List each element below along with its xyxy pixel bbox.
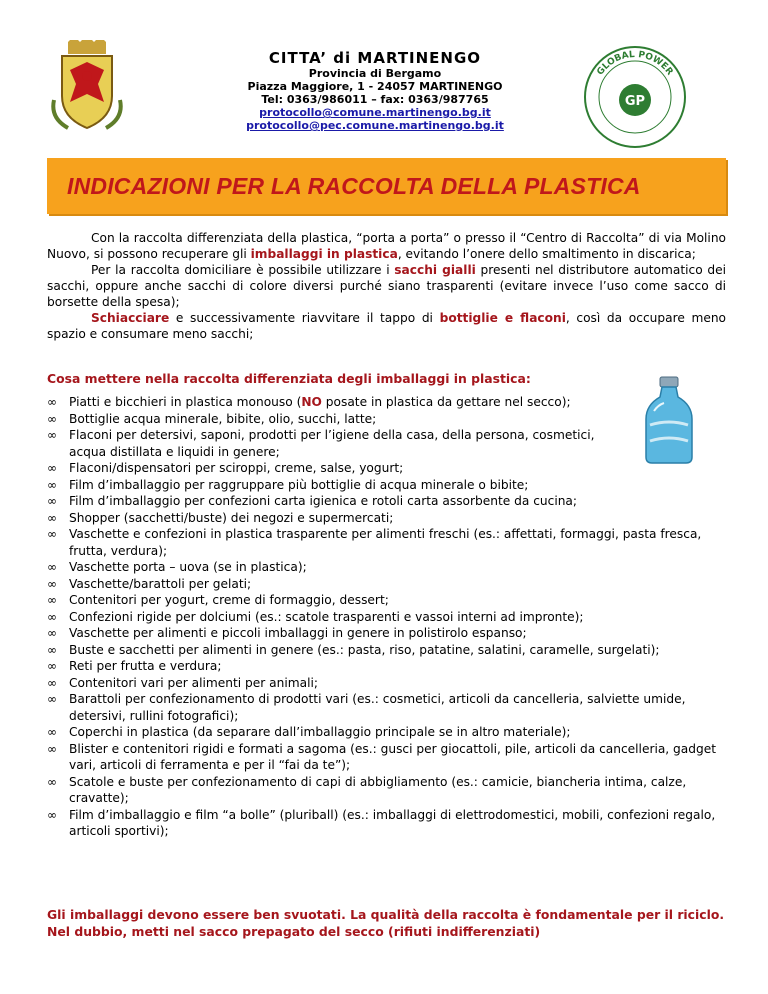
list-item: ∞ Film d’imballaggio per confezioni carta igienica e rotoli carta assorbente da cucina; — [47, 494, 578, 508]
list-item: ∞ Buste e sacchetti per alimenti in genere (es.: pasta, riso, patatine, salatini, caramelle, surgelati); — [47, 642, 660, 657]
list-item: ∞ Vaschette per alimenti e piccoli imballaggi in genere in polistirolo espanso; — [47, 626, 527, 640]
bullet-symbol: ∞ — [47, 477, 57, 492]
bullet-symbol: ∞ — [47, 576, 57, 591]
section-title: Cosa mettere nella raccolta differenziata degli imballaggi in plastica: — [47, 371, 531, 386]
list-item: ∞ Contenitori vari per alimenti per animali; — [47, 675, 318, 690]
list-item: ∞ Film d’imballaggio per raggruppare più bottiglie di acqua minerale o bibite; — [47, 477, 529, 492]
letterhead — [0, 30, 768, 140]
bullet-symbol: ∞ — [47, 675, 57, 690]
intro-text — [47, 230, 726, 342]
list-item: ∞ Film d’imballaggio e film “a bolle” (pluriball) (es.: imballaggi di elettrodomestici, mobili, confezioni regalo, articoli sportivi); — [47, 807, 716, 838]
intro-paragraph-2: Per la raccolta domiciliare è possibile utilizzare i sacchi gialli presenti nel distributore automatico dei sacchi, oppure anche sacchi di colore diversi purché siano trasparenti (evitare invece l’uso come sacco di borsette della spesa); — [47, 263, 727, 309]
bullet-symbol: ∞ — [47, 428, 57, 442]
bullet-symbol: ∞ — [47, 609, 57, 624]
bullet-symbol: ∞ — [47, 741, 57, 756]
bullet-symbol: ∞ — [47, 725, 57, 739]
bullet-symbol: ∞ — [47, 692, 57, 706]
list-item: ∞ Shopper (sacchetti/buste) dei negozi e supermercati; — [47, 510, 394, 525]
gp-initials: GP — [624, 94, 646, 109]
list-item: ∞ Flaconi/dispensatori per sciroppi, creme, salse, yogurt; — [47, 461, 404, 475]
list-item: ∞ Flaconi per detersivi, saponi, prodotti per l’igiene della casa, della persona, cosmetici, acqua distillata e liquidi in genere; — [47, 428, 595, 459]
address: Piazza Maggiore, 1 - 24057 MARTINENGO — [247, 80, 503, 93]
list-item: ∞ Barattoli per confezionamento di prodotti vari (es.: cosmetici, articoli da cancelleria, salviette umide, detersivi, rullini fotografici); — [47, 692, 686, 723]
bullet-symbol: ∞ — [47, 626, 57, 640]
bullet-symbol: ∞ — [47, 510, 57, 525]
bullet-symbol: ∞ — [47, 659, 57, 673]
bullet-symbol: ∞ — [47, 593, 57, 607]
letterhead-text — [190, 50, 560, 132]
province: Provincia di Bergamo — [308, 67, 442, 80]
pec-email-link[interactable]: protocollo@pec.comune.martinengo.bg.it — [246, 119, 504, 132]
list-item: ∞ Vaschette/barattoli per gelati; — [47, 576, 252, 591]
items-list — [47, 394, 727, 840]
list-item: ∞ Confezioni rigide per dolciumi (es.: scatole trasparenti e vassoi interni ad impronte); — [47, 609, 584, 624]
list-item: ∞ Scatole e buste per confezionamento di capi di abbigliamento (es.: camicie, biancheria intima, calze, cravatte); — [47, 774, 687, 805]
bullet-symbol: ∞ — [47, 411, 57, 426]
list-item: ∞ Contenitori per yogurt, creme di formaggio, dessert; — [47, 593, 389, 607]
global-power-logo — [580, 42, 690, 152]
phone-fax: Tel: 0363/986011 – fax: 0363/987765 — [261, 93, 489, 106]
bullet-symbol: ∞ — [47, 560, 57, 574]
email-link[interactable]: protocollo@comune.martinengo.bg.it — [259, 106, 491, 119]
city-name: CITTA’ di MARTINENGO — [268, 49, 482, 67]
municipal-crest-logo — [48, 40, 126, 132]
bullet-symbol: ∞ — [47, 807, 57, 822]
list-item: ∞ Coperchi in plastica (da separare dall’imballaggio principale se in altro materiale); — [47, 725, 571, 739]
bullet-symbol: ∞ — [47, 395, 57, 409]
bullet-symbol: ∞ — [47, 774, 57, 789]
bullet-symbol: ∞ — [47, 642, 57, 657]
bullet-symbol: ∞ — [47, 527, 57, 541]
page-title: INDICAZIONI PER LA RACCOLTA DELLA PLASTICA — [67, 173, 641, 199]
bullet-symbol: ∞ — [47, 494, 57, 508]
list-item: ∞ Reti per frutta e verdura; — [47, 659, 222, 673]
list-item: ∞ Vaschette e confezioni in plastica trasparente per alimenti freschi (es.: affettati, formaggi, pasta fresca, frutta, verdura); — [47, 527, 702, 558]
list-item: ∞ Blister e contenitori rigidi e formati a sagoma (es.: gusci per giocattoli, pile, articoli da cancelleria, gadget vari, articoli di ferramenta e per il “fai da te”); — [47, 741, 717, 772]
svg-text:GLOBAL POWER: GLOBAL POWER — [595, 49, 675, 78]
list-item: ∞ Bottiglie acqua minerale, bibite, olio, succhi, latte; — [47, 411, 377, 426]
intro-paragraph-1: Con la raccolta differenziata della plastica, “porta a porta” o presso il “Centro di Raccolta” di via Molino Nuovo, si possono recuperare gli imballaggi in plastica, evitando l’onere dello smaltimento in discarica; — [47, 231, 726, 261]
list-item: ∞ Piatti e bicchieri in plastica monouso (NO posate in plastica da gettare nel secco); — [47, 395, 571, 409]
bullet-symbol: ∞ — [47, 461, 57, 475]
list-item: ∞ Vaschette porta – uova (se in plastica); — [47, 560, 307, 574]
intro-paragraph-3: Schiacciare e successivamente riavvitare il tappo di bottiglie e flaconi, così da occupare meno spazio e consumare meno sacchi; — [47, 311, 727, 341]
title-banner — [47, 158, 726, 214]
footer-note: Gli imballaggi devono essere ben svuotati. La qualità della raccolta è fondamentale per il riciclo. Nel dubbio, metti nel sacco prepagato del secco (rifiuti indifferenziati) — [47, 907, 725, 939]
